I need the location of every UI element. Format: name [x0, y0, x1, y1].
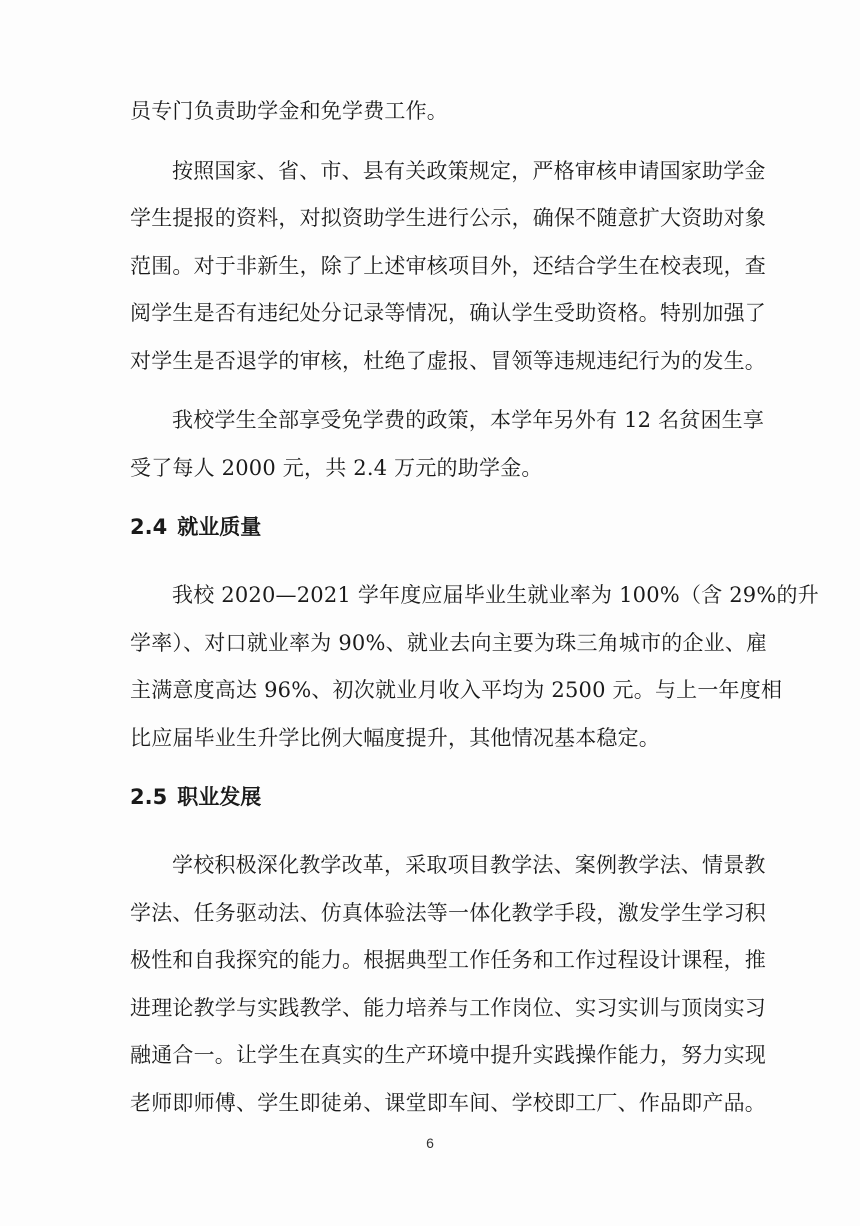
- text-line: 我校学生全部享受免学费的政策，本学年另外有 12 名贫困生享: [172, 408, 765, 432]
- text-line: 范围。对于非新生，除了上述审核项目外，还结合学生在校表现，查: [130, 253, 766, 278]
- text-line: 对学生是否退学的审核，杜绝了虚报、冒领等违规违纪行为的发生。: [130, 348, 766, 373]
- section-title: 职业发展: [177, 785, 262, 809]
- text-line: 老师即师傅、学生即徒弟、课堂即车间、学校即工厂、作品即产品。: [130, 1090, 766, 1115]
- paragraph-teaching-reform: [130, 842, 766, 1127]
- section-number: 2.4: [130, 515, 168, 539]
- text-line: 按照国家、省、市、县有关政策规定，严格审核申请国家助学金: [172, 158, 766, 183]
- paragraph-continuation: [130, 88, 755, 136]
- paragraph-policy-review: [130, 148, 766, 386]
- text-line: 学法、任务驱动法、仿真体验法等一体化教学手段，激发学生学习积: [130, 900, 766, 925]
- text-line: 主满意度高达 96%、初次就业月收入平均为 2500 元。与上一年度相: [130, 678, 783, 702]
- section-heading-career-development: [130, 782, 755, 812]
- text-line: 受了每人 2000 元，共 2.4 万元的助学金。: [130, 455, 543, 480]
- text-line: 员专门负责助学金和免学费工作。: [130, 99, 448, 123]
- paragraph-tuition: [130, 397, 765, 492]
- text-line: 学校积极深化教学改革，采取项目教学法、案例教学法、情景教: [172, 853, 766, 877]
- paragraph-employment: [130, 572, 819, 762]
- section-heading-employment-quality: [130, 512, 755, 542]
- text-line: 学率）、对口就业率为 90%、就业去向主要为珠三角城市的企业、雇: [130, 630, 768, 655]
- text-line: 比应届毕业生升学比例大幅度提升，其他情况基本稳定。: [130, 725, 660, 750]
- section-number: 2.5: [130, 785, 168, 809]
- page-number: 6: [426, 1135, 434, 1151]
- text-line: 学生提报的资料，对拟资助学生进行公示，确保不随意扩大资助对象: [130, 206, 766, 230]
- text-line: 极性和自我探究的能力。根据典型工作任务和工作过程设计课程，推: [130, 948, 766, 972]
- text-line: 融通合一。让学生在真实的生产环境中提升实践操作能力，努力实现: [130, 1043, 766, 1067]
- text-line: 阅学生是否有违纪处分记录等情况，确认学生受助资格。特别加强了: [130, 301, 766, 325]
- text-line: 进理论教学与实践教学、能力培养与工作岗位、实习实训与顶岗实习: [130, 995, 766, 1020]
- text-line: 我校 2020—2021 学年度应届毕业生就业率为 100%（含 29%的升: [172, 583, 819, 607]
- section-title: 就业质量: [177, 515, 262, 539]
- document-body: [130, 88, 819, 1139]
